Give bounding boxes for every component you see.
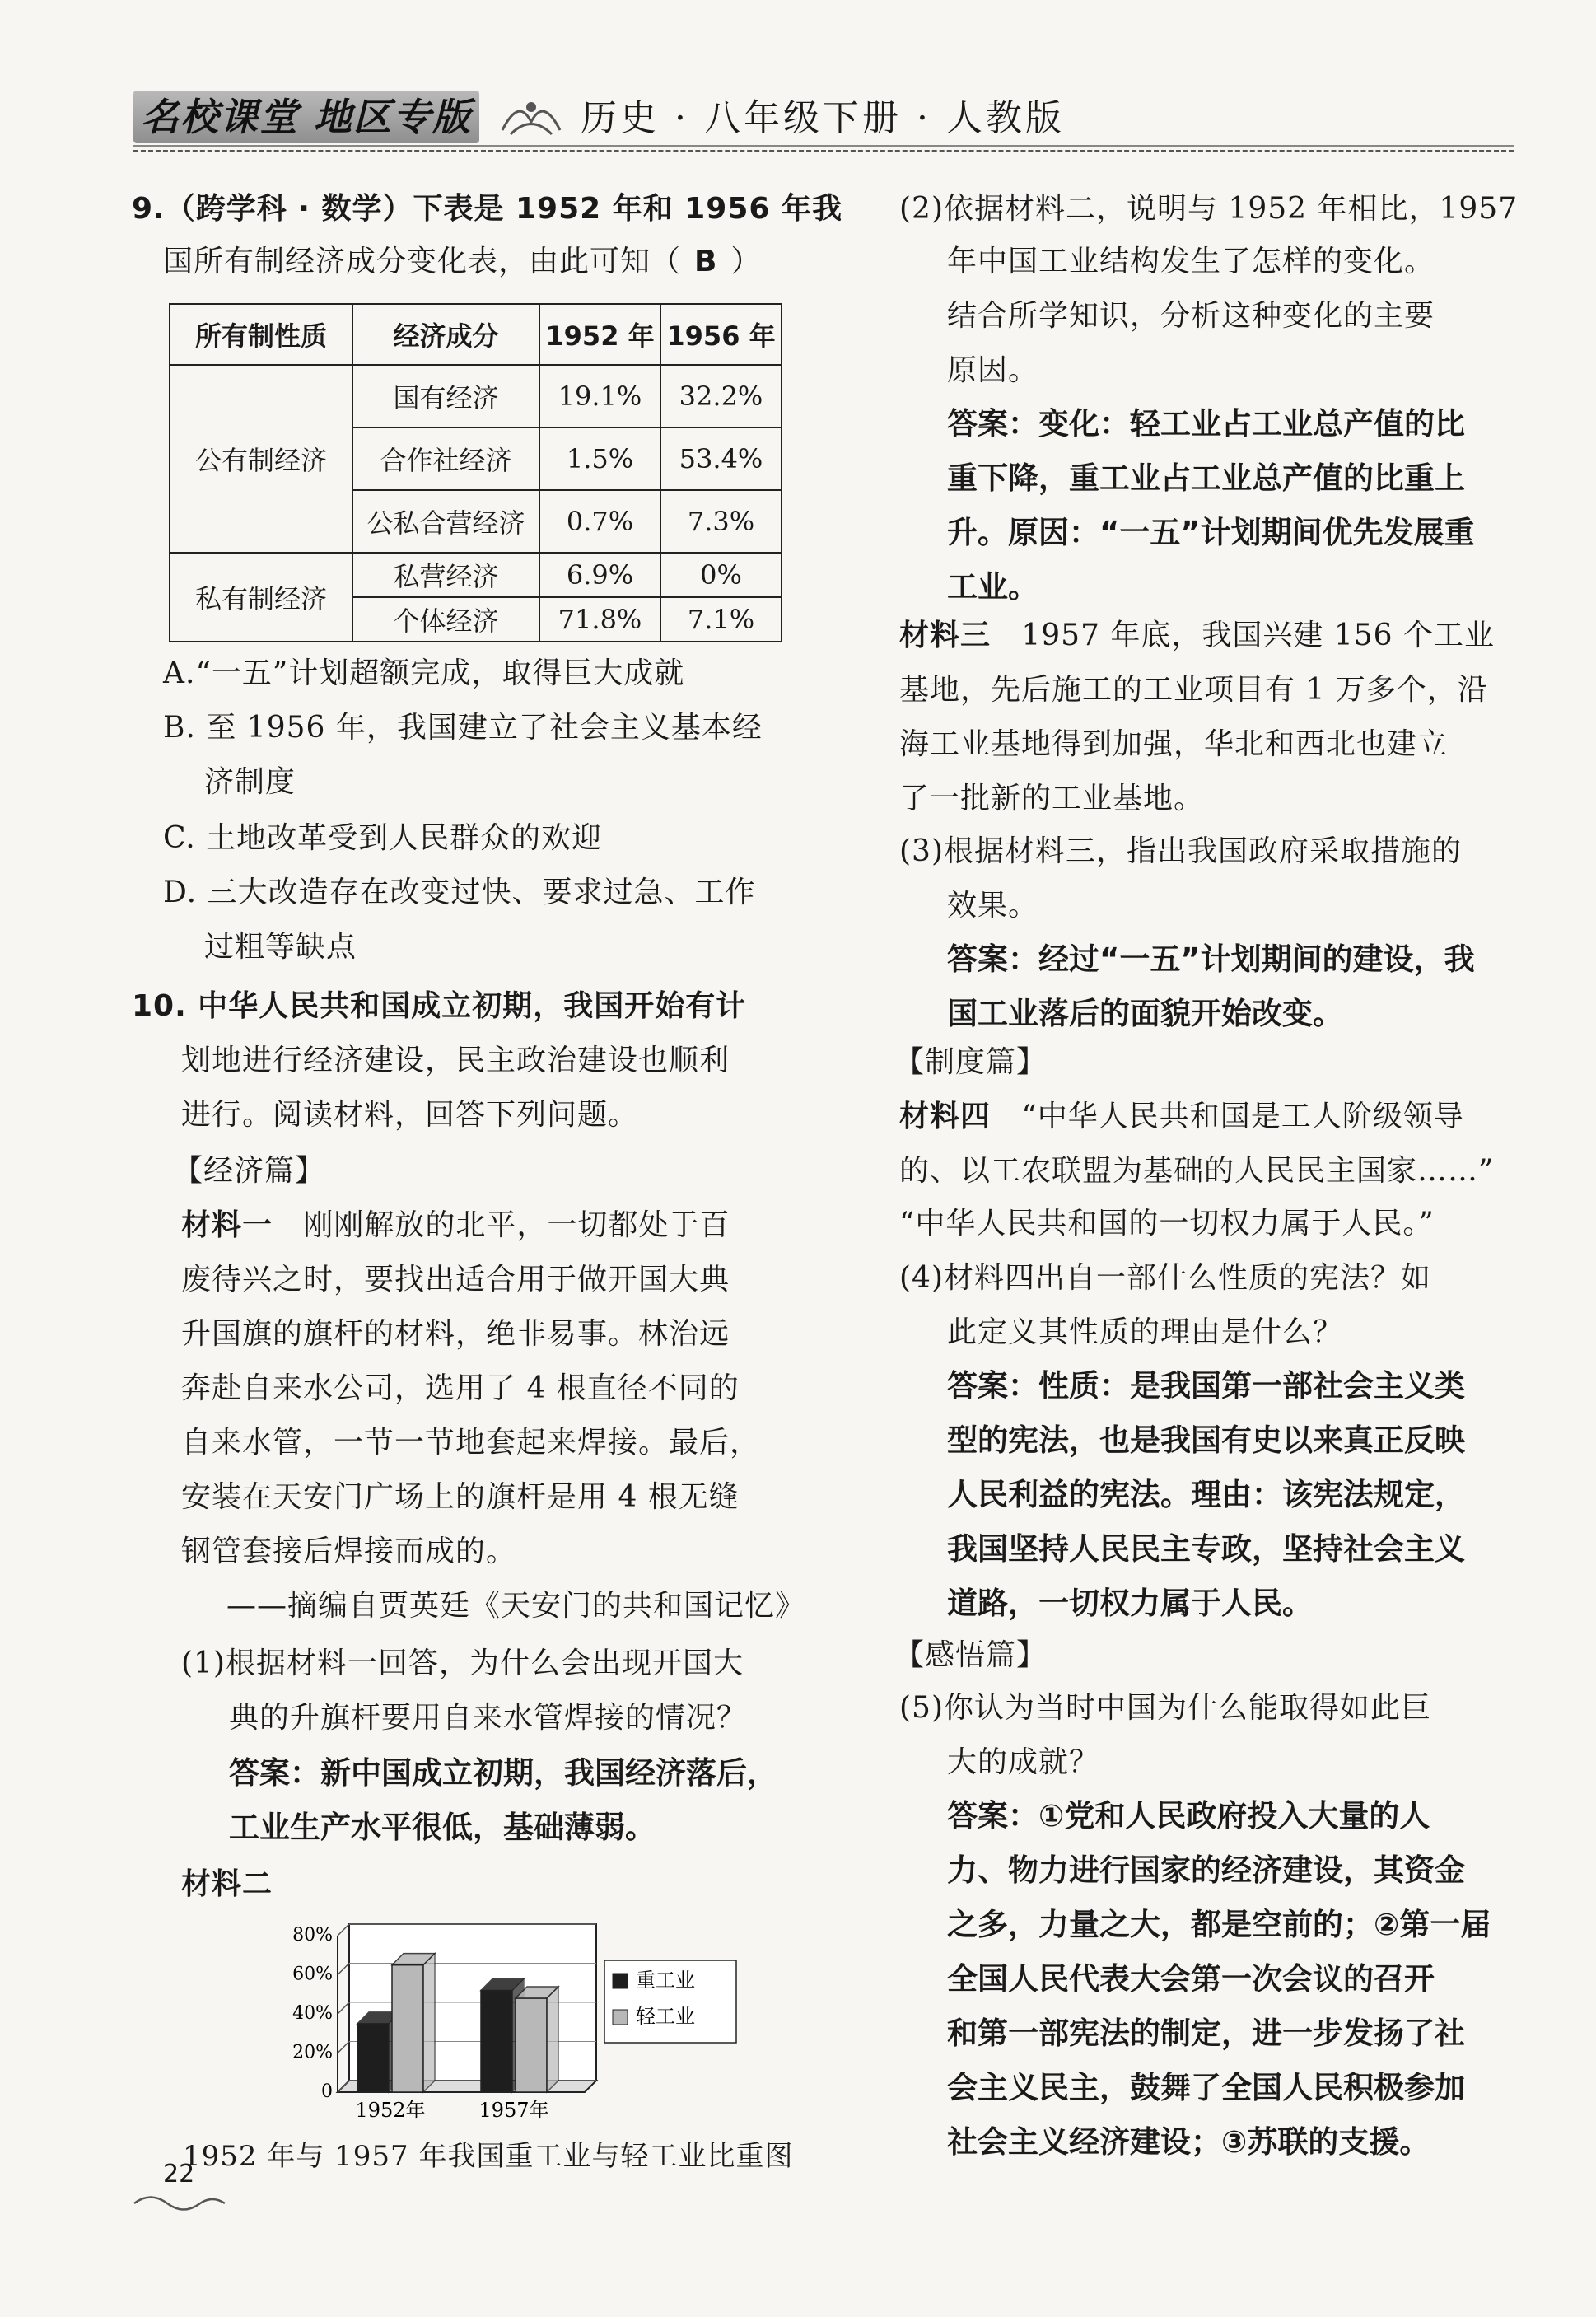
table-cell: 19.1% <box>539 365 660 427</box>
answer-2-line-2: 重下降，重工业占工业总产值的比重上 <box>947 460 1465 496</box>
q9-option-d-cont: 过粗等缺点 <box>204 930 357 964</box>
industry-share-chart <box>272 1919 766 2133</box>
material-1-line-2: 废待兴之时，要找出适合用于做开国大典 <box>181 1263 730 1296</box>
page-number: 22 <box>163 2160 195 2189</box>
q10-sub2-line-4: 原因。 <box>947 353 1039 387</box>
answer-4-line-3: 人民利益的宪法。理由：该宪法规定， <box>947 1477 1465 1512</box>
table-cell: 1.5% <box>539 427 660 490</box>
table-cell: 私营经济 <box>352 553 539 597</box>
answer-5-line-4: 全国人民代表大会第一次会议的召开 <box>947 1961 1435 1997</box>
material-4-line-1: 材料四 “中华人民共和国是工人阶级领导 <box>899 1100 1464 1133</box>
material-2-label: 材料二 <box>181 1867 273 1901</box>
answer-5-line-2: 力、物力进行国家的经济建设，其资金 <box>947 1852 1465 1888</box>
answer-3-line-2: 国工业落后的面貌开始改变。 <box>947 996 1343 1031</box>
table-cell: 个体经济 <box>352 597 539 642</box>
q9-option-c: C. 土地改革受到人民群众的欢迎 <box>163 821 603 855</box>
table-cell: 7.3% <box>660 490 782 553</box>
chart-y-tick-label: 80% <box>292 1925 333 1946</box>
th-1952: 1952 年 <box>539 304 660 365</box>
q10-sub3-line-2: 效果。 <box>947 889 1039 923</box>
material-3-line-4: 了一批新的工业基地。 <box>899 782 1205 815</box>
footer-ornament-icon <box>130 2191 229 2216</box>
material-3-line-1: 材料三 1957 年底，我国兴建 156 个工业 <box>899 619 1496 652</box>
material-1-line-4: 奔赴自来水公司，选用了 4 根直径不同的 <box>181 1371 740 1405</box>
chart-bar-side <box>547 1987 558 2092</box>
th-1956: 1956 年 <box>660 304 782 365</box>
table-cell: 国有经济 <box>352 365 539 427</box>
material-1-line-1: 材料一 刚刚解放的北平，一切都处于百 <box>181 1208 730 1242</box>
material-3-line-3: 海工业基地得到加强，华北和西北也建立 <box>899 727 1449 761</box>
q9-option-b: B. 至 1956 年，我国建立了社会主义基本经 <box>163 711 763 745</box>
answer-2-line-1: 答案：变化：轻工业占工业总产值的比 <box>947 406 1465 441</box>
answer-4-line-1: 答案：性质：是我国第一部社会主义类 <box>947 1368 1465 1404</box>
answer-4-line-2: 型的宪法，也是我国有史以来真正反映 <box>947 1422 1465 1458</box>
answer-2-line-4: 工业。 <box>947 569 1038 605</box>
th-component: 经济成分 <box>352 304 539 365</box>
answer-2-line-3: 升。原因：“一五”计划期间优先发展重 <box>947 515 1475 550</box>
q10-sub2-line-1: (2)依据材料二，说明与 1952 年相比，1957 <box>899 192 1519 226</box>
chart-gridline <box>338 2002 349 2014</box>
q10-sub3-line-1: (3)根据材料三，指出我国政府采取措施的 <box>899 834 1462 868</box>
material-4-line-3: “中华人民共和国的一切权力属于人民。” <box>899 1207 1435 1240</box>
answer-1-line-1: 答案：新中国成立初期，我国经济落后， <box>229 1755 777 1791</box>
insight-section-title: 【感悟篇】 <box>894 1638 1048 1672</box>
private-economy-label: 私有制经济 <box>170 553 352 642</box>
chart-legend-label: 轻工业 <box>636 2005 695 2028</box>
chart-y-tick-label: 0 <box>321 2081 333 2102</box>
q10-stem-3: 进行。阅读材料，回答下列问题。 <box>181 1098 639 1132</box>
chart-y-tick-label: 60% <box>292 1964 333 1985</box>
material-1-source: ——摘编自贾英廷《天安门的共和国记忆》 <box>226 1589 806 1623</box>
answer-5-line-7: 社会主义经济建设；③苏联的支援。 <box>947 2124 1430 2160</box>
table-cell: 53.4% <box>660 427 782 490</box>
material-1-line-7: 钢管套接后焊接而成的。 <box>181 1535 517 1568</box>
chart-bar <box>481 1991 512 2093</box>
q10-sub1-line-2: 典的升旗杆要用自来水管焊接的情况？ <box>229 1701 748 1735</box>
chart-gridline <box>338 1924 349 1936</box>
q10-sub2-line-2: 年中国工业结构发生了怎样的变化。 <box>947 245 1435 278</box>
q9-option-b-cont: 济制度 <box>204 765 296 799</box>
chart-x-tick-label: 1957年 <box>478 2099 549 2122</box>
chart-y-tick-label: 20% <box>292 2042 333 2063</box>
q9-answer: B <box>694 245 718 278</box>
table-cell: 0% <box>660 553 782 597</box>
chart-x-tick-label: 1952年 <box>355 2099 426 2122</box>
q10-sub4-line-2: 此定义其性质的理由是什么？ <box>947 1315 1344 1349</box>
header-rule <box>133 145 1514 147</box>
header-dashed-rule <box>133 150 1514 152</box>
q10-stem-2: 划地进行经济建设，民主政治建设也顺利 <box>181 1044 730 1077</box>
chart-bar-side <box>423 1954 435 2092</box>
series-banner: 名校课堂 地区专版 <box>133 91 479 143</box>
q9-option-d: D. 三大改造存在改变过快、要求过急、工作 <box>163 876 756 909</box>
ownership-table <box>169 303 782 642</box>
q10-stem-1: 10. 中华人民共和国成立初期，我国开始有计 <box>132 989 747 1023</box>
q10-sub5-line-2: 大的成就？ <box>947 1745 1100 1779</box>
table-cell: 7.1% <box>660 597 782 642</box>
table-cell: 公私合营经济 <box>352 490 539 553</box>
chart-gridline <box>338 2042 349 2053</box>
q10-sub5-line-1: (5)你认为当时中国为什么能取得如此巨 <box>899 1691 1431 1725</box>
answer-4-line-5: 道路，一切权力属于人民。 <box>947 1586 1313 1621</box>
system-section-title: 【制度篇】 <box>894 1045 1048 1079</box>
q10-sub1-line-1: (1)根据材料一回答，为什么会出现开国大 <box>181 1647 744 1680</box>
chart-legend-label: 重工业 <box>636 1969 695 1992</box>
material-3-line-2: 基地，先后施工的工业项目有 1 万多个，沿 <box>899 673 1488 707</box>
q10-sub2-line-3: 结合所学知识，分析这种变化的主要 <box>947 299 1435 333</box>
answer-5-line-6: 会主义民主，鼓舞了全国人民积极参加 <box>947 2070 1465 2105</box>
table-cell: 6.9% <box>539 553 660 597</box>
table-cell: 0.7% <box>539 490 660 553</box>
chart-gridline <box>338 1964 349 1975</box>
answer-5-line-5: 和第一部宪法的制定，进一步发扬了社 <box>947 2016 1465 2051</box>
header-ornament-icon <box>494 89 568 143</box>
table-cell: 32.2% <box>660 365 782 427</box>
subject-title: 历史 · 八年级下册 · 人教版 <box>581 97 1065 139</box>
material-1-line-5: 自来水管，一节一节地套起来焊接。最后， <box>181 1426 761 1460</box>
answer-1-line-2: 工业生产水平很低，基础薄弱。 <box>229 1810 656 1845</box>
chart-title: 1952 年与 1957 年我国重工业与轻工业比重图 <box>183 2140 794 2173</box>
q10-sub4-line-1: (4)材料四出自一部什么性质的宪法？如 <box>899 1261 1431 1295</box>
material-4-line-2: 的、以工农联盟为基础的人民民主国家……” <box>899 1154 1495 1188</box>
table-cell: 合作社经济 <box>352 427 539 490</box>
th-nature: 所有制性质 <box>170 304 352 365</box>
table-cell: 71.8% <box>539 597 660 642</box>
answer-5-line-3: 之多，力量之大，都是空前的；②第一届 <box>947 1907 1491 1942</box>
q9-stem-2: 国所有制经济成分变化表，由此可知（ B ） <box>163 245 762 278</box>
chart-bar <box>357 2024 389 2092</box>
chart-y-tick-label: 40% <box>292 2003 333 2024</box>
q9-stem-1: 9.（跨学科 · 数学）下表是 1952 年和 1956 年我 <box>132 192 842 226</box>
answer-5-line-1: 答案：①党和人民政府投入大量的人 <box>947 1798 1430 1834</box>
material-1-line-3: 升国旗的旗杆的材料，绝非易事。林治远 <box>181 1317 730 1351</box>
econ-section-title: 【经济篇】 <box>173 1154 326 1188</box>
chart-legend-swatch <box>613 2010 628 2025</box>
public-economy-label: 公有制经济 <box>170 365 352 553</box>
answer-3-line-1: 答案：经过“一五”计划期间的建设，我 <box>947 941 1475 977</box>
chart-bar <box>516 1998 547 2092</box>
material-1-line-6: 安装在天安门广场上的旗杆是用 4 根无缝 <box>181 1480 740 1514</box>
chart-bar <box>392 1965 423 2092</box>
q9-option-a: A.“一五”计划超额完成，取得巨大成就 <box>163 656 685 690</box>
answer-4-line-4: 我国坚持人民民主专政，坚持社会主义 <box>947 1531 1465 1567</box>
chart-legend-swatch <box>613 1974 628 1988</box>
